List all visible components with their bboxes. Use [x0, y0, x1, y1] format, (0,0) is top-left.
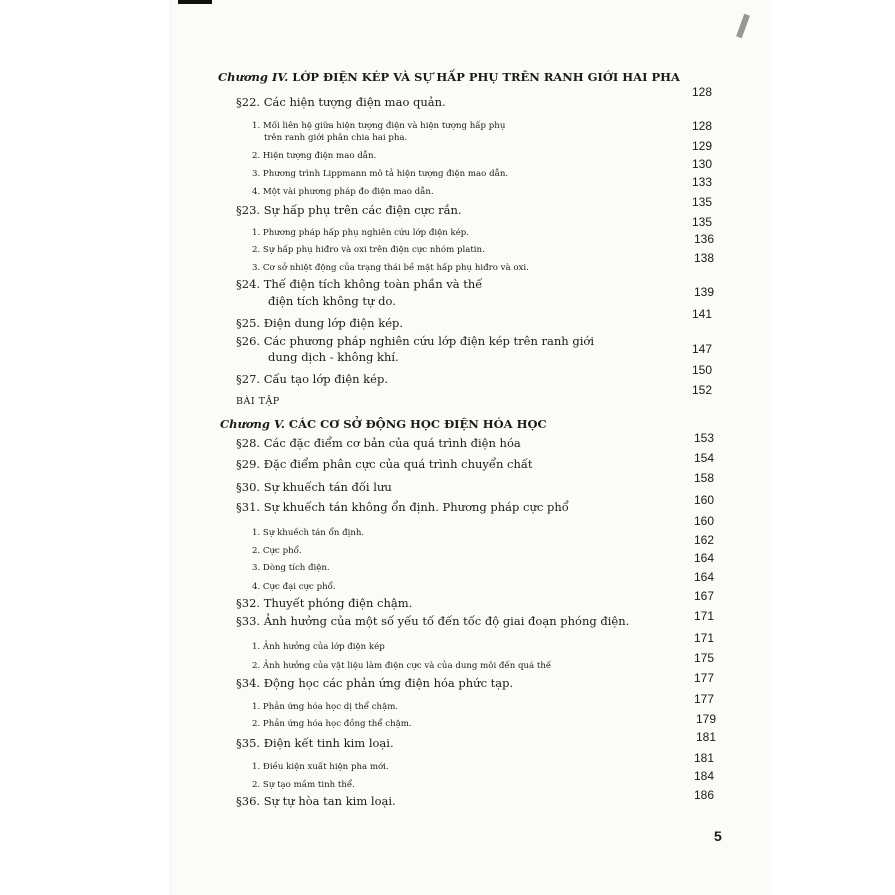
toc-section-27: §27. Cấu tạo lớp điện kép.: [236, 372, 388, 386]
toc-subitem: 2. Hiện tượng điện mao dẫn.: [252, 151, 377, 161]
page-number: 177: [693, 671, 714, 685]
page-number: 179: [695, 712, 716, 726]
chapter-5-heading: [220, 419, 547, 431]
page-number: 138: [693, 251, 714, 265]
chapter-4-prefix: Chương IV.: [218, 70, 289, 84]
page-number: 135: [691, 215, 712, 229]
toc-section-26: §26. Các phương pháp nghiên cứu lớp điện kép trên ranh giới: [236, 334, 595, 348]
page-number: 141: [691, 307, 712, 321]
toc-subitem: 4. Cực đại cực phổ.: [252, 582, 336, 592]
page-number: 181: [693, 751, 714, 765]
toc-section-34: §34. Động học các phản ứng điện hóa phức tạp.: [236, 676, 514, 690]
folio-page-number: 5: [714, 828, 722, 844]
toc-section-26-continuation: dung dịch - không khí.: [268, 350, 399, 364]
toc-subitem: 2. Sự hấp phụ hiđro và oxi trên điện cực nhóm platin.: [252, 245, 485, 255]
chapter-4-heading: [218, 72, 680, 84]
toc-section-24-continuation: điện tích không tự do.: [268, 294, 396, 308]
page-number: 184: [693, 769, 714, 783]
toc-section-24: §24. Thế điện tích không toàn phần và thế: [236, 277, 483, 291]
toc-section-31: §31. Sự khuếch tán không ổn định. Phương pháp cực phổ: [236, 500, 569, 514]
page-number: 175: [693, 651, 714, 665]
page-number: 158: [693, 471, 714, 485]
toc-section-23: §23. Sự hấp phụ trên các điện cực rắn.: [236, 203, 462, 217]
page-number: 160: [693, 493, 714, 507]
toc-subitem: 2. Sự tạo mầm tinh thể.: [252, 780, 355, 790]
chapter-4-title: LỚP ĐIỆN KÉP VÀ SỰ HẤP PHỤ TRÊN RANH GIỚI HAI PHA: [292, 70, 680, 84]
toc-subitem: 2. Phản ứng hóa học đồng thể chậm.: [252, 719, 412, 729]
page-number: 133: [691, 175, 712, 189]
toc-subitem: 3. Phương trình Lippmann mô tả hiện tượng điện mao dẫn.: [252, 169, 509, 179]
page-number: 171: [693, 609, 714, 623]
toc-section-28: §28. Các đặc điểm cơ bản của quá trình điện hóa: [236, 436, 521, 450]
page-number: 128: [691, 85, 712, 99]
page-number: 130: [691, 157, 712, 171]
chapter-5-prefix: Chương V.: [220, 417, 285, 431]
toc-subitem: 3. Dòng tích điện.: [252, 563, 330, 573]
page-number: 181: [695, 730, 716, 744]
page-number: 167: [693, 589, 714, 603]
toc-subitem: 1. Phương pháp hấp phụ nghiên cứu lớp điện kép.: [252, 228, 470, 238]
toc-subitem: 3. Cơ sở nhiệt động của trạng thái bề mặt hấp phụ hiđro và oxi.: [252, 263, 529, 273]
page-number: 135: [691, 195, 712, 209]
toc-section-25: §25. Điện dung lớp điện kép.: [236, 316, 404, 330]
page-number: 160: [693, 514, 714, 528]
page-number: 164: [693, 551, 714, 565]
page-number: 154: [693, 451, 714, 465]
toc-subitem: 2. Cực phổ.: [252, 546, 302, 556]
page-number: 164: [693, 570, 714, 584]
toc-subitem: 1. Ảnh hưởng của lớp điện kép: [252, 642, 385, 652]
toc-section-29: §29. Đặc điểm phân cực của quá trình chuyển chất: [236, 457, 533, 471]
page-number: 129: [691, 139, 712, 153]
toc-section-33: §33. Ảnh hưởng của một số yếu tố đến tốc độ giai đoạn phóng điện.: [236, 614, 630, 628]
page-number: 139: [693, 285, 714, 299]
toc-section-36: §36. Sự tự hòa tan kim loại.: [236, 794, 396, 808]
page-number: 150: [691, 363, 712, 377]
page-number: 152: [691, 383, 712, 397]
toc-subitem: 1. Sự khuếch tán ổn định.: [252, 528, 365, 538]
page-number: 186: [693, 788, 714, 802]
toc-section-32: §32. Thuyết phóng điện chậm.: [236, 596, 413, 610]
toc-subitem-continuation: trên ranh giới phân chia hai pha.: [264, 133, 408, 143]
chapter-5-title: CÁC CƠ SỞ ĐỘNG HỌC ĐIỆN HÓA HỌC: [288, 417, 547, 431]
page-number: 177: [693, 692, 714, 706]
page-number: 136: [693, 232, 714, 246]
page-number: 153: [693, 431, 714, 445]
page-number: 171: [693, 631, 714, 645]
page-number: 147: [691, 342, 712, 356]
toc-section-35: §35. Điện kết tinh kim loại.: [236, 736, 394, 750]
toc-section-30: §30. Sự khuếch tán đối lưu: [236, 480, 392, 494]
toc-exercises: BÀI TẬP: [236, 396, 280, 407]
toc-subitem: 1. Phản ứng hóa học dị thể chậm.: [252, 702, 399, 712]
page-number: 128: [691, 119, 712, 133]
toc-subitem: 4. Một vài phương pháp đo điện mao dẫn.: [252, 187, 434, 197]
toc-subitem: 2. Ảnh hưởng của vật liệu làm điện cực và của dung môi đến quá thế: [252, 661, 552, 671]
toc-section-22: §22. Các hiện tượng điện mao quản.: [236, 95, 446, 109]
page-number: 162: [693, 533, 714, 547]
toc-subitem: 1. Điều kiện xuất hiện pha mới.: [252, 762, 389, 772]
toc-subitem: 1. Mối liên hệ giữa hiện tượng điện và hiện tượng hấp phụ: [252, 121, 506, 131]
